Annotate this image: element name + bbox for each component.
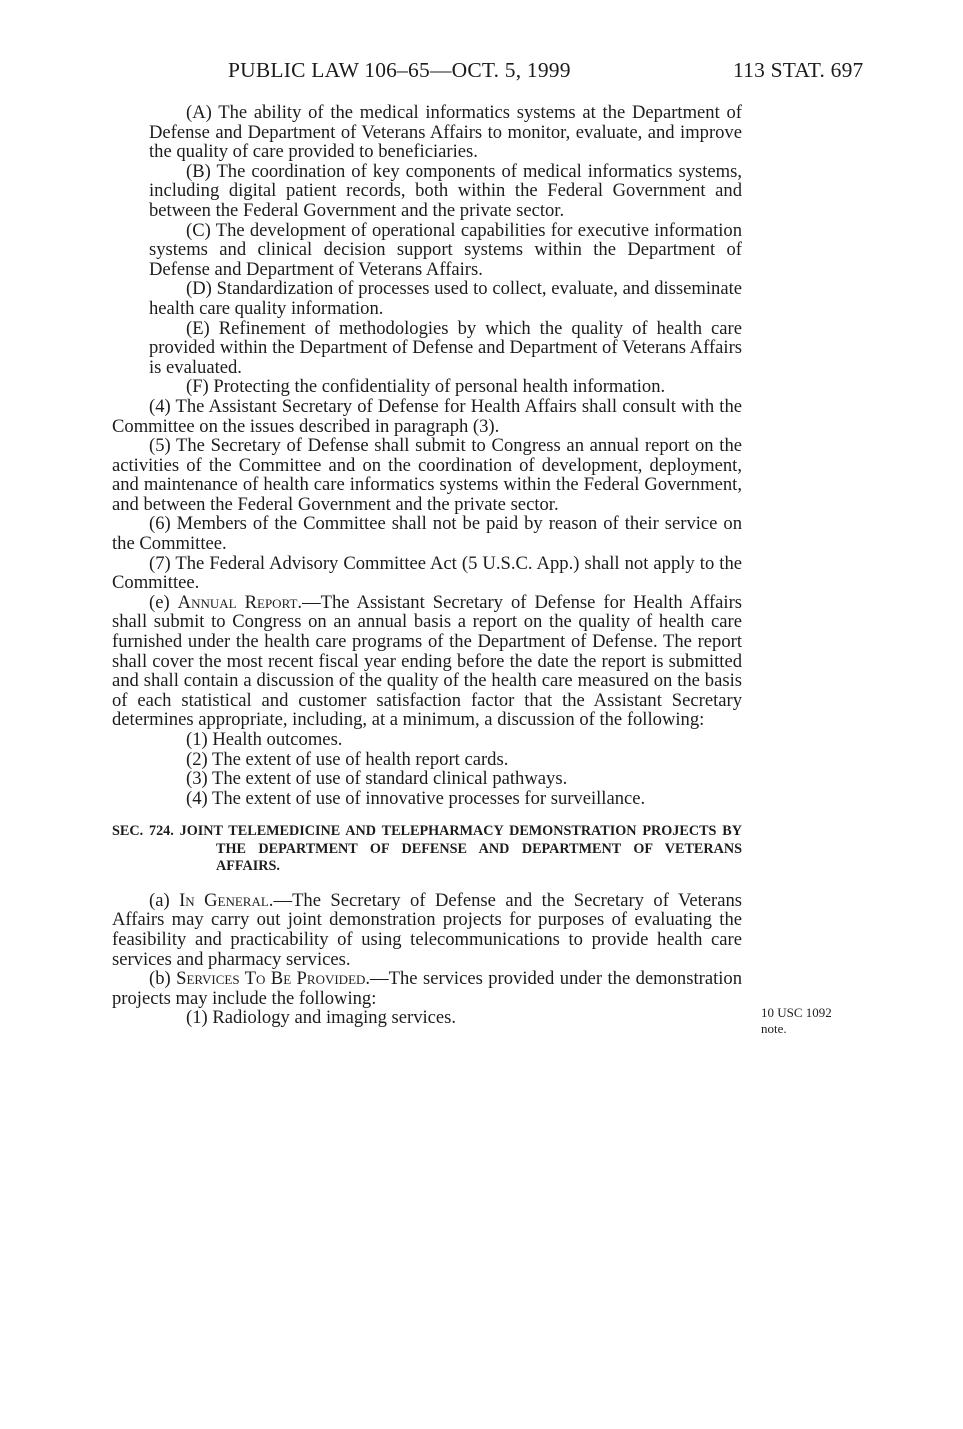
subparagraph-f: (F) Protecting the confidentiality of personal health information. — [186, 376, 666, 398]
subsection-e-text: —The Assistant Secretary of Defense for Health Affairs shall submit to Congress on an annual basis a report on the quality of health care furnished under the health care programs of the Department of Defense. The report shall cover the most recent fiscal year ending before the date the report is submitted and shall contain a discussion of the quality of the health care measured on the basis of each statistical and customer satisfaction factor that the Assistant Secretary determines appropriate, including, at a minimum, a discussion of the following: — [112, 591, 742, 731]
list-item: (2) The extent of use of health report cards. — [186, 748, 509, 770]
subsection-a-heading: In General. — [179, 889, 274, 911]
page-body — [112, 103, 742, 1028]
margin-note-citation: 10 USC 1092 — [761, 1005, 832, 1020]
section-heading: SEC. 724. JOINT TELEMEDICINE AND TELEPHARMACY DEMONSTRATION PROJECTS BY THE DEPARTMENT OF DEFENSE AND DEPARTMENT OF VETERANS AFFAIRS. — [112, 823, 742, 875]
subsection-b-number: (b) — [149, 968, 171, 990]
margin-note-suffix: note. — [761, 1021, 787, 1036]
subsection-a — [112, 891, 742, 969]
subsection-b-heading: Services To Be Provided. — [176, 968, 371, 990]
subsection-e-heading: Annual Report. — [177, 591, 303, 613]
subparagraph-b: (B) The coordination of key components of medical informatics systems, including digital patient records, both within the Federal Government and between the Federal Government and the private sector. — [149, 160, 742, 221]
subsection-a-number: (a) — [149, 889, 170, 911]
subparagraph-d: (D) Standardization of processes used to collect, evaluate, and disseminate health care quality information. — [149, 278, 742, 319]
subparagraph-a: (A) The ability of the medical informatics systems at the Department of Defense and Department of Veterans Affairs to monitor, evaluate, and improve the quality of care provided to beneficiaries. — [149, 102, 742, 163]
subsection-e-number: (e) — [149, 591, 170, 613]
subsection-a-text: —The Secretary of Defense and the Secretary of Veterans Affairs may carry out joint demonstration projects for purposes of evaluating the feasibility and practicability of using telecommunications to provide health care services and pharmacy services. — [112, 889, 743, 970]
subparagraph-c: (C) The development of operational capabilities for executive information systems and clinical decision support systems within the Department of Defense and Department of Veterans Affairs. — [149, 219, 742, 280]
page-number: 113 STAT. 697 — [733, 58, 864, 82]
list-item: (1) Radiology and imaging services. — [186, 1007, 457, 1029]
list-item: (1) Health outcomes. — [186, 729, 343, 750]
margin-note — [761, 1005, 832, 1037]
subparagraph-e: (E) Refinement of methodologies by which the quality of health care provided within the Department of Defense and Department of Veterans Affairs is evaluated. — [149, 317, 742, 378]
paragraph-6: (6) Members of the Committee shall not be paid by reason of their service on the Committee. — [112, 513, 742, 555]
list-item: (4) The extent of use of innovative processes for surveillance. — [186, 787, 646, 809]
paragraph-5: (5) The Secretary of Defense shall submit to Congress an annual report on the activities of the Committee and on the coordination of development, deployment, and maintenance of health care informatics systems within the Federal Government, and between the Federal Government and the private sector. — [112, 435, 742, 515]
subsection-e — [112, 593, 742, 730]
running-head: PUBLIC LAW 106–65—OCT. 5, 1999 — [228, 58, 571, 82]
subsection-b — [112, 969, 742, 1008]
paragraph-7: (7) The Federal Advisory Committee Act (5 U.S.C. App.) shall not apply to the Committee. — [112, 552, 742, 594]
paragraph-4: (4) The Assistant Secretary of Defense for Health Affairs shall consult with the Committee on the issues described in paragraph (3). — [112, 395, 742, 437]
list-item: (3) The extent of use of standard clinical pathways. — [186, 768, 568, 790]
subsection-b-text: —The services provided under the demonstration projects may include the following: — [112, 968, 743, 1009]
